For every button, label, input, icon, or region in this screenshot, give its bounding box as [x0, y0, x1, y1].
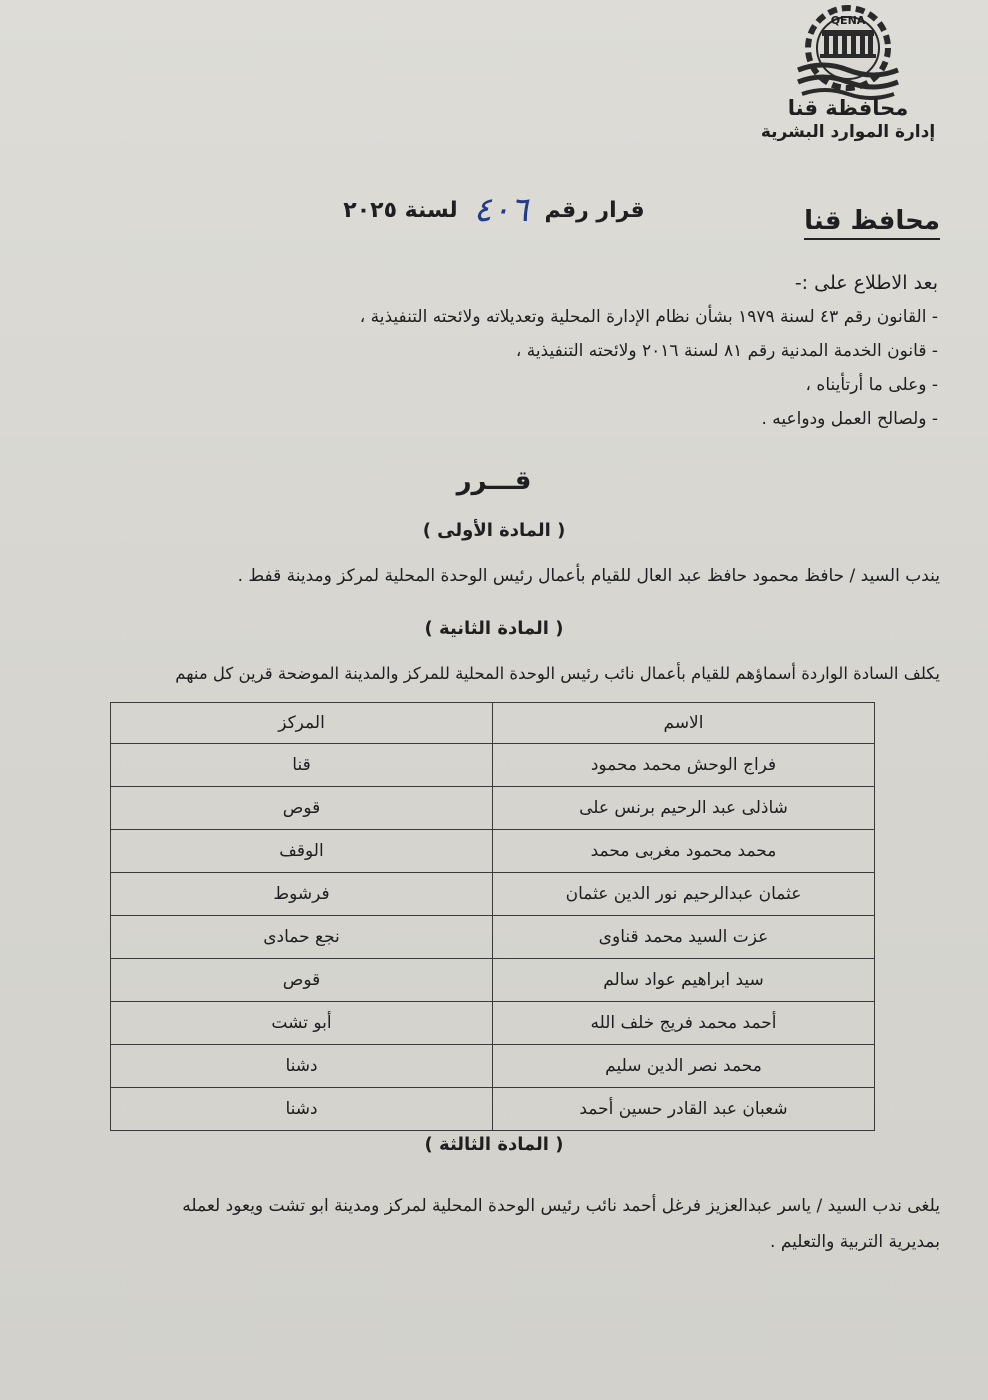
row-center: قوص [111, 787, 493, 830]
table-row [111, 1002, 875, 1045]
header-name: الاسم [493, 703, 875, 744]
governorate-name: محافظة قنا [787, 96, 909, 120]
row-name: فراج الوحش محمد محمود [493, 744, 875, 787]
header-logo-block [748, 4, 948, 142]
title-suffix: لسنة ٢٠٢٥ [343, 197, 458, 223]
row-center: فرشوط [111, 873, 493, 916]
decree-number: ٤٠٦ [473, 190, 529, 230]
assignments-table [110, 702, 875, 1131]
preamble-item: - ولصالح العمل ودواعيه . [761, 409, 938, 429]
row-name: شعبان عبد القادر حسين أحمد [493, 1088, 875, 1131]
row-center: قوص [111, 959, 493, 1002]
article3-line2: بمديرية التربية والتعليم . [770, 1232, 940, 1252]
row-name: عثمان عبدالرحيم نور الدين عثمان [493, 873, 875, 916]
row-center: قنا [111, 744, 493, 787]
qena-logo-icon [788, 4, 908, 100]
preamble-item: - قانون الخدمة المدنية رقم ٨١ لسنة ٢٠١٦ ولائحته التنفيذية ، [515, 341, 938, 361]
article1-heading: ( المادة الأولى ) [422, 520, 566, 541]
article3-heading: ( المادة الثالثة ) [424, 1134, 564, 1155]
row-center: دشنا [111, 1088, 493, 1131]
article3-text [45, 1188, 940, 1260]
department-name: إدارة الموارد البشرية [760, 122, 936, 142]
article2-heading: ( المادة الثانية ) [424, 618, 564, 639]
table-header-row [111, 703, 875, 744]
preamble-item: - وعلى ما أرتأيناه ، [805, 375, 938, 395]
preamble-list [58, 300, 938, 436]
table-row [111, 1045, 875, 1088]
article2-text: يكلف السادة الواردة أسماؤهم للقيام بأعمال نائب رئيس الوحدة المحلية للمركز والمدينة الموضحة قرين كل منهم [175, 664, 940, 683]
row-name: سيد ابراهيم عواد سالم [493, 959, 875, 1002]
table-row [111, 787, 875, 830]
article1-text: يندب السيد / حافظ محمود حافظ عبد العال للقيام بأعمال رئيس الوحدة المحلية لمركز ومدينة قفط . [237, 566, 940, 586]
row-center: نجع حمادى [111, 916, 493, 959]
table-row [111, 916, 875, 959]
row-center: أبو تشت [111, 1002, 493, 1045]
table-row [111, 830, 875, 873]
row-center: الوقف [111, 830, 493, 873]
row-name: محمد نصر الدين سليم [493, 1045, 875, 1088]
row-center: دشنا [111, 1045, 493, 1088]
row-name: شاذلى عبد الرحيم برنس على [493, 787, 875, 830]
table-row [111, 873, 875, 916]
row-name: أحمد محمد فريج خلف الله [493, 1002, 875, 1045]
row-name: عزت السيد محمد قناوى [493, 916, 875, 959]
header-center: المركز [111, 703, 493, 744]
table-row [111, 959, 875, 1002]
preamble-item: - القانون رقم ٤٣ لسنة ١٩٧٩ بشأن نظام الإدارة المحلية وتعديلاته ولائحته التنفيذية ، [359, 307, 938, 327]
decree-heading: قـــرر [456, 466, 532, 496]
governor-heading: محافظ قنا [804, 206, 940, 240]
title-prefix: قرار رقم [544, 197, 645, 223]
preamble [58, 266, 938, 436]
preamble-intro: بعد الاطلاع على :- [794, 272, 938, 294]
logo-text: QENA [830, 14, 866, 27]
row-name: محمد محمود مغربى محمد [493, 830, 875, 873]
table-row [111, 744, 875, 787]
table-row [111, 1088, 875, 1131]
article3-line1: يلغى ندب السيد / ياسر عبدالعزيز فرغل أحمد نائب رئيس الوحدة المحلية لمركز ومدينة ابو تشت ويعود لعمله [182, 1196, 940, 1216]
